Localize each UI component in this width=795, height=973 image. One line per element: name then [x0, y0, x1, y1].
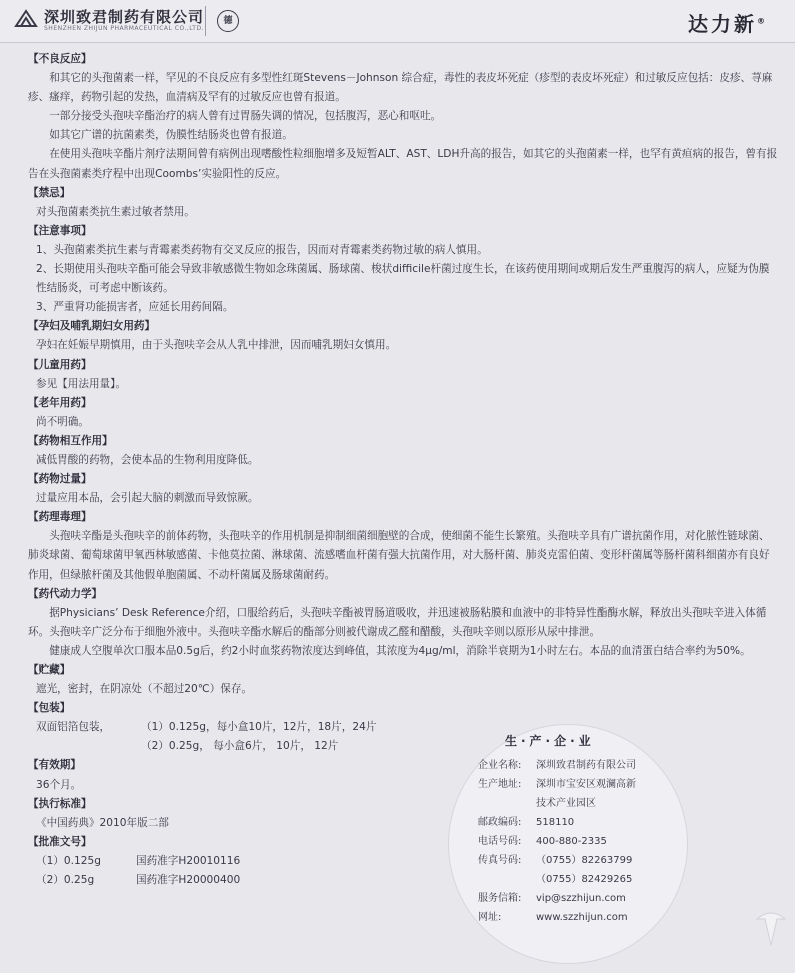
manufacturer-title: 生·产·企·业 — [505, 734, 595, 748]
manufacturer-row: 传真号码: （0755）82263799 — [478, 855, 633, 866]
section-title-storage: 【贮藏】 — [28, 664, 71, 676]
manufacturer-row: 邮政编码: 518110 — [478, 817, 575, 828]
manufacturer-row: 电话号码: 400-880-2335 — [478, 836, 607, 847]
company-name-en: SHENZHEN ZHIJUN PHARMACEUTICAL CO.,LTD. — [44, 25, 204, 32]
section-title-standard: 【执行标准】 — [28, 797, 92, 810]
pharmacokinetics-paragraph-1: 据Physicians’ Desk Reference介绍，口服给药后，头孢呋辛酯被胃肠道吸收，并迅速被肠粘膜和血液中的非特异性酯酶水解，释放出头孢呋辛进入体循环。头孢呋辛广泛分布于细胞外液中。头孢呋辛酯水解后的酯部分则被代谢成乙醛和醋酸，头孢呋辛则以原形从尿中排泄。 — [28, 606, 767, 638]
approval-spec-2: （2）0.25g — [36, 874, 95, 887]
brand-name: 达力新® — [688, 12, 765, 36]
manufacturer-row: 网址: www.szzhijun.com — [478, 912, 628, 923]
seal-icon: 德 — [217, 10, 239, 32]
pharmacology-paragraph: 头孢呋辛酯是头孢呋辛的前体药物，头孢呋辛的作用机制是抑制细菌细胞壁的合成，使细菌不能生长繁殖。头孢呋辛具有广谱抗菌作用，对化脓性链球菌、肺炎球菌、葡萄球菌甲氧西林敏感菌、卡他莫拉菌、淋球菌、流感嗜血杆菌有强大抗菌作用，对大肠杆菌、肺炎克雷伯菌、变形杆菌属等肠杆菌科细菌亦有良好作用，但绿脓杆菌及其他假单胞菌属、不动杆菌属及肠球菌耐药。 — [28, 530, 770, 581]
pharmacokinetics-paragraph-2: 健康成人空腹单次口服本品0.5g后，约2小时血浆药物浓度达到峰值，其浓度为4μg/ml，消除半衰期为1小时左右。本品的血清蛋白结合率约为50%。 — [49, 644, 751, 657]
children-paragraph: 参见【用法用量】。 — [36, 377, 127, 390]
notes-item-3: 3、严重肾功能损害者，应延长用药间隔。 — [36, 301, 234, 314]
manufacturer-row: 企业名称: 深圳致君制药有限公司 — [478, 760, 636, 771]
adverse-paragraph-4: 在使用头孢呋辛酯片剂疗法期间曾有病例出现嗜酸性粒细胞增多及短暂ALT、AST、LDH升高的报告，如其它的头孢菌素一样，也罕有黄疸病的报告，曾有报告在头孢菌素类疗程中出现Coombs’实验阳性的反应。 — [28, 148, 778, 180]
section-title-pregnancy: 【孕妇及哺乳期妇女用药】 — [28, 320, 156, 333]
section-title-elderly: 【老年用药】 — [28, 396, 92, 409]
interactions-paragraph: 减低胃酸的药物，会使本品的生物利用度降低。 — [36, 453, 259, 466]
manufacturer-row: 服务信箱: vip@szzhijun.com — [478, 893, 626, 904]
manufacturer-info — [478, 756, 636, 927]
leaflet-body — [28, 50, 778, 890]
approval-spec-1: （1）0.125g — [36, 854, 101, 867]
adverse-paragraph-1: 和其它的头孢菌素一样，罕见的不良反应有多型性红斑Stevens－Johnson 综合症，毒性的表皮坏死症（疹型的表皮坏死症）和过敏反应包括：皮疹、荨麻疹、瘙痒，药物引起的发热，血清病及罕有的过敏反应也曾有报道。 — [28, 72, 773, 104]
manufacturer-row: 技术产业园区 — [536, 798, 596, 809]
company-logo-icon — [14, 8, 38, 30]
section-title-pharmacokinetics: 【药代动力学】 — [28, 587, 103, 600]
standard-paragraph: 《中国药典》2010年版二部 — [36, 816, 169, 829]
pregnancy-paragraph: 孕妇在妊娠早期慎用，由于头孢呋辛会从人乳中排泄，因而哺乳期妇女慎用。 — [36, 339, 397, 352]
package-row-1 — [28, 718, 778, 737]
section-title-package: 【包装】 — [28, 702, 71, 715]
section-title-overdose: 【药物过量】 — [28, 473, 92, 486]
storage-paragraph: 遮光，密封，在阴凉处（不超过20℃）保存。 — [36, 683, 253, 696]
section-title-contra: 【禁忌】 — [28, 186, 71, 199]
notes-item-2: 2、长期使用头孢呋辛酯可能会导致非敏感微生物如念珠菌属、肠球菌、梭状difficile杆菌过度生长，在该药使用期间或期后发生严重腹泻的病人，应疑为伪膜性结肠炎，可考虑中断该药。 — [36, 263, 770, 295]
package-line-2: （2）0.25g， 每小盒6片， 10片， 12片 — [141, 740, 339, 753]
validity-paragraph: 36个月。 — [36, 778, 82, 791]
watermark-logo-icon — [753, 905, 789, 955]
approval-number-1: 国药准字H20010116 — [136, 854, 241, 867]
adverse-paragraph-2: 一部分接受头孢呋辛酯治疗的病人曾有过胃肠失调的情况，包括腹泻，恶心和呕吐。 — [49, 110, 442, 123]
section-title-validity: 【有效期】 — [28, 759, 81, 772]
elderly-paragraph: 尚不明确。 — [36, 415, 89, 428]
manufacturer-row: （0755）82429265 — [536, 874, 633, 885]
company-name-cn: 深圳致君制药有限公司 — [44, 8, 205, 26]
package-line-1: （1）0.125g，每小盒10片，12片，18片，24片 — [141, 721, 377, 734]
notes-item-1: 1、头孢菌素类抗生素与青霉素类药物有交叉反应的报告，因而对青霉素类药物过敏的病人慎用。 — [36, 243, 488, 256]
section-title-approval: 【批准文号】 — [28, 835, 92, 848]
manufacturer-row: 生产地址: 深圳市宝安区观澜高新 — [478, 779, 636, 790]
header-bar — [0, 0, 795, 43]
package-row-2 — [28, 737, 778, 756]
overdose-paragraph: 过量应用本品，会引起大脑的刺激而导致惊厥。 — [36, 492, 259, 505]
package-label: 双面铝箔包装， — [36, 721, 111, 734]
section-title-notes: 【注意事项】 — [28, 224, 92, 237]
header-divider — [205, 6, 206, 36]
adverse-paragraph-3: 如其它广谱的抗菌素类，伪膜性结肠炎也曾有报道。 — [49, 129, 293, 142]
section-title-pharmacology: 【药理毒理】 — [28, 511, 92, 524]
contra-paragraph: 对头孢菌素类抗生素过敏者禁用。 — [36, 205, 195, 218]
section-title-interactions: 【药物相互作用】 — [28, 434, 113, 447]
approval-number-2: 国药准字H20000400 — [136, 874, 241, 887]
section-title-adverse: 【不良反应】 — [28, 53, 92, 65]
section-title-children: 【儿童用药】 — [28, 358, 92, 371]
